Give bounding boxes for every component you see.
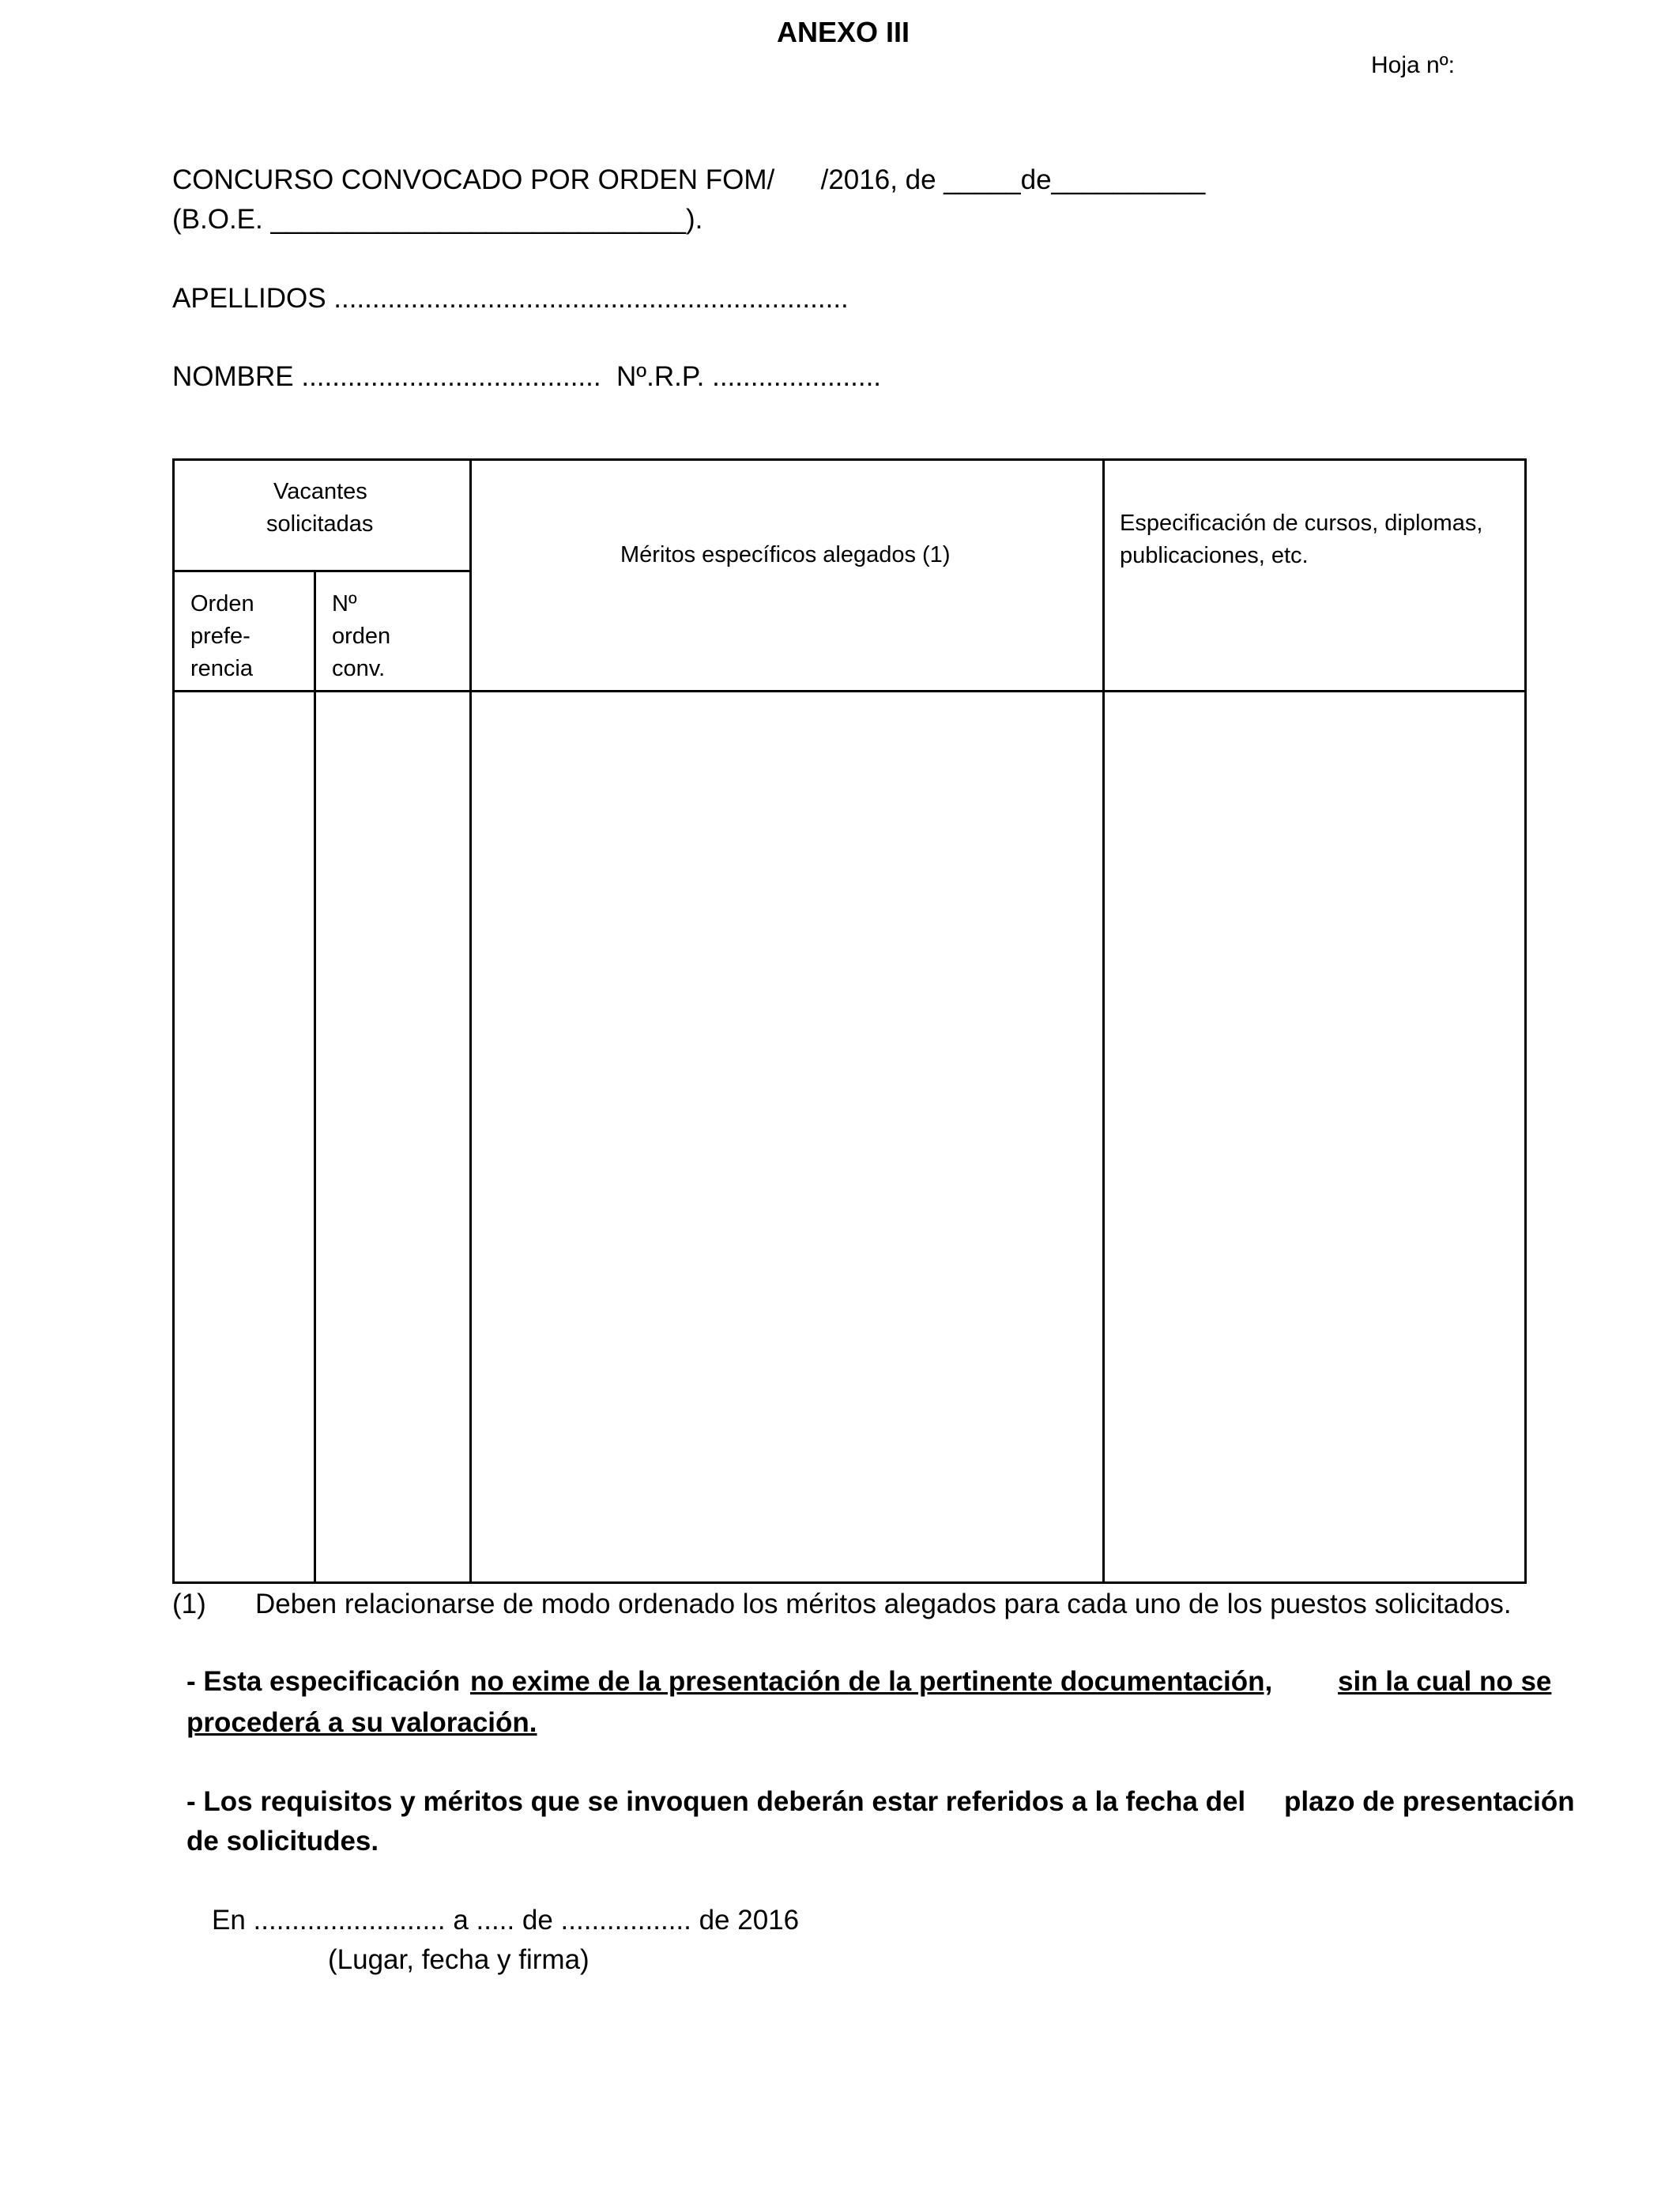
place-date-line: En ......................... a ..... de ................. de 2016 xyxy=(212,1905,800,1936)
requisitos-note: - Los requisitos y méritos que se invoquen deberán estar referidos a la fecha del xyxy=(186,1786,1246,1817)
meritos-header: Méritos específicos alegados (1) xyxy=(620,542,951,567)
requisitos-note-line2: de solicitudes. xyxy=(186,1826,379,1857)
esta-especificacion-prefix: - Esta especificación xyxy=(186,1666,468,1697)
orden-preferencia-header: Orden xyxy=(190,591,254,616)
column-divider xyxy=(469,458,472,1584)
table-top-border xyxy=(172,458,1527,461)
subheader-divider xyxy=(172,570,471,572)
column-divider xyxy=(314,571,316,1584)
boe-line: (B.O.E. ___________________________). xyxy=(172,204,703,235)
table-right-border xyxy=(1524,458,1527,1584)
esta-especificacion-underlined: no exime de la presentación de la pertinente documentación, xyxy=(470,1666,1273,1697)
signature-caption: (Lugar, fecha y firma) xyxy=(328,1944,590,1975)
table-bottom-border xyxy=(172,1581,1527,1584)
sheet-number-label: Hoja nº: xyxy=(1371,52,1456,78)
nombre-nrp-field: NOMBRE ....................................... Nº.R.P. ...................... xyxy=(172,361,882,392)
footnote-text: Deben relacionarse de modo ordenado los méritos alegados para cada uno de los puestos solicitados. xyxy=(255,1589,1512,1619)
concurso-line: CONCURSO CONVOCADO POR ORDEN FOM/ /2016, de _____de__________ xyxy=(172,164,1206,195)
orden-preferencia-header-line2: prefe- xyxy=(190,624,250,649)
document-title: ANEXO III xyxy=(777,16,910,48)
header-bottom-border xyxy=(172,690,1527,692)
requisitos-note-continued: plazo de presentación xyxy=(1284,1786,1575,1817)
vacantes-header: Vacantes xyxy=(273,479,367,504)
especificacion-header-line2: publicaciones, etc. xyxy=(1120,543,1309,568)
footnote-number: (1) xyxy=(172,1589,206,1619)
orden-preferencia-header-line3: rencia xyxy=(190,656,253,681)
numero-orden-header-line2: orden xyxy=(332,624,391,649)
esta-especificacion-underlined-2: sin la cual no se xyxy=(1338,1666,1552,1697)
table-left-border xyxy=(172,458,175,1584)
numero-orden-header-line3: conv. xyxy=(332,656,386,681)
column-divider xyxy=(1102,458,1105,1584)
apellidos-field: APELLIDOS ................................................................... xyxy=(172,283,849,314)
numero-orden-header: Nº xyxy=(332,591,357,616)
esta-especificacion-line2: procederá a su valoración. xyxy=(186,1707,537,1738)
vacantes-header-line2: solicitadas xyxy=(266,511,374,537)
especificacion-header: Especificación de cursos, diplomas, xyxy=(1120,511,1483,536)
